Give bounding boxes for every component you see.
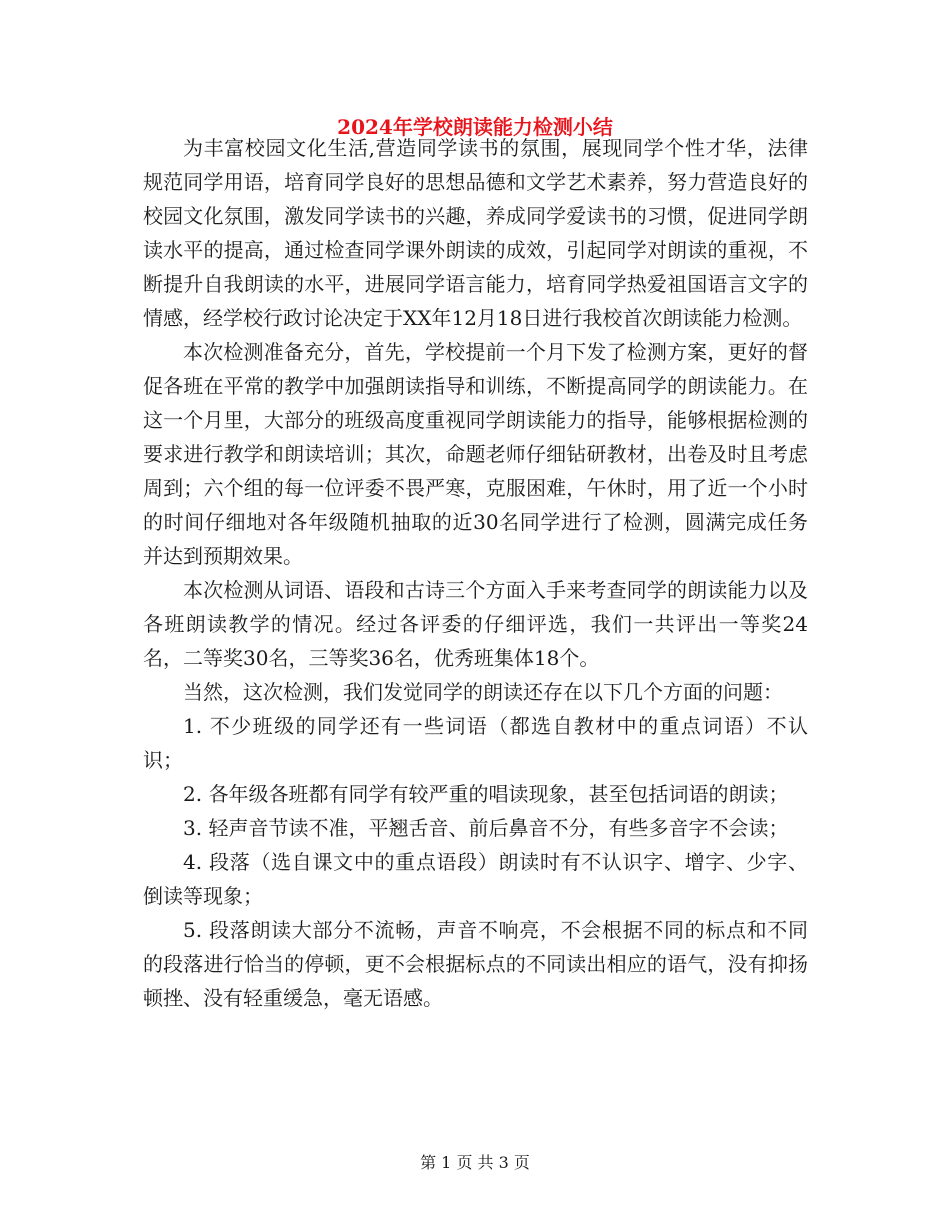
page-number-footer: 第 1 页 共 3 页	[420, 1153, 530, 1172]
problem-item-1: 1. 不少班级的同学还有一些词语（都选自教材中的重点词语）不认识；	[143, 714, 808, 772]
problem-item-3: 3. 轻声音节读不准，平翘舌音、前后鼻音不分，有些多音字不会读；	[183, 816, 789, 840]
paragraph-results: 本次检测从词语、语段和古诗三个方面入手来考查同学的朗读能力以及各班朗读教学的情况。经过各评委的仔细评选，我们一共评出一等奖24名，二等奖30名，三等奖36名，优秀班集体18个。	[143, 578, 808, 670]
paragraph-problems-intro: 当然，这次检测，我们发觉同学的朗读还存在以下几个方面的问题：	[183, 680, 783, 704]
paragraph-preparation: 本次检测准备充分，首先，学校提前一个月下发了检测方案，更好的督促各班在平常的教学中加强朗读指导和训练，不断提高同学的朗读能力。在这一个月里，大部分的班级高度重视同学朗读能力的指导，能够根据检测的要求进行教学和朗读培训；其次，命题老师仔细钻研教材，出卷及时且考虑周到；六个组的每一位评委不畏严寒，克服困难，午休时，用了近一个小时的时间仔细地对各年级随机抽取的近30名同学进行了检测，圆满完成任务并达到预期效果。	[143, 340, 808, 568]
paragraph-intro: 为丰富校园文化生活,营造同学读书的氛围，展现同学个性才华，法律规范同学用语，培育同学良好的思想品德和文学艺术素养，努力营造良好的校园文化氛围，激发同学读书的兴趣，养成同学爱读书的习惯，促进同学朗读水平的提高，通过检查同学课外朗读的成效，引起同学对朗读的重视，不断提升自我朗读的水平，进展同学语言能力，培育同学热爱祖国语言文字的情感，经学校行政讨论决定于XX年12月18日进行我校首次朗读能力检测。	[143, 136, 808, 330]
document-title: 2024年学校朗读能力检测小结	[337, 115, 613, 139]
problem-item-2: 2. 各年级各班都有同学有较严重的唱读现象，甚至包括词语的朗读；	[183, 782, 789, 806]
problem-item-5: 5. 段落朗读大部分不流畅，声音不响亮，不会根据不同的标点和不同的段落进行恰当的停顿，更不会根据标点的不同读出相应的语气，没有抑扬顿挫、没有轻重缓急，毫无语感。	[143, 918, 808, 1010]
problem-item-4: 4. 段落（选自课文中的重点语段）朗读时有不认识字、增字、少字、倒读等现象；	[143, 850, 808, 908]
document-body	[143, 131, 808, 1015]
